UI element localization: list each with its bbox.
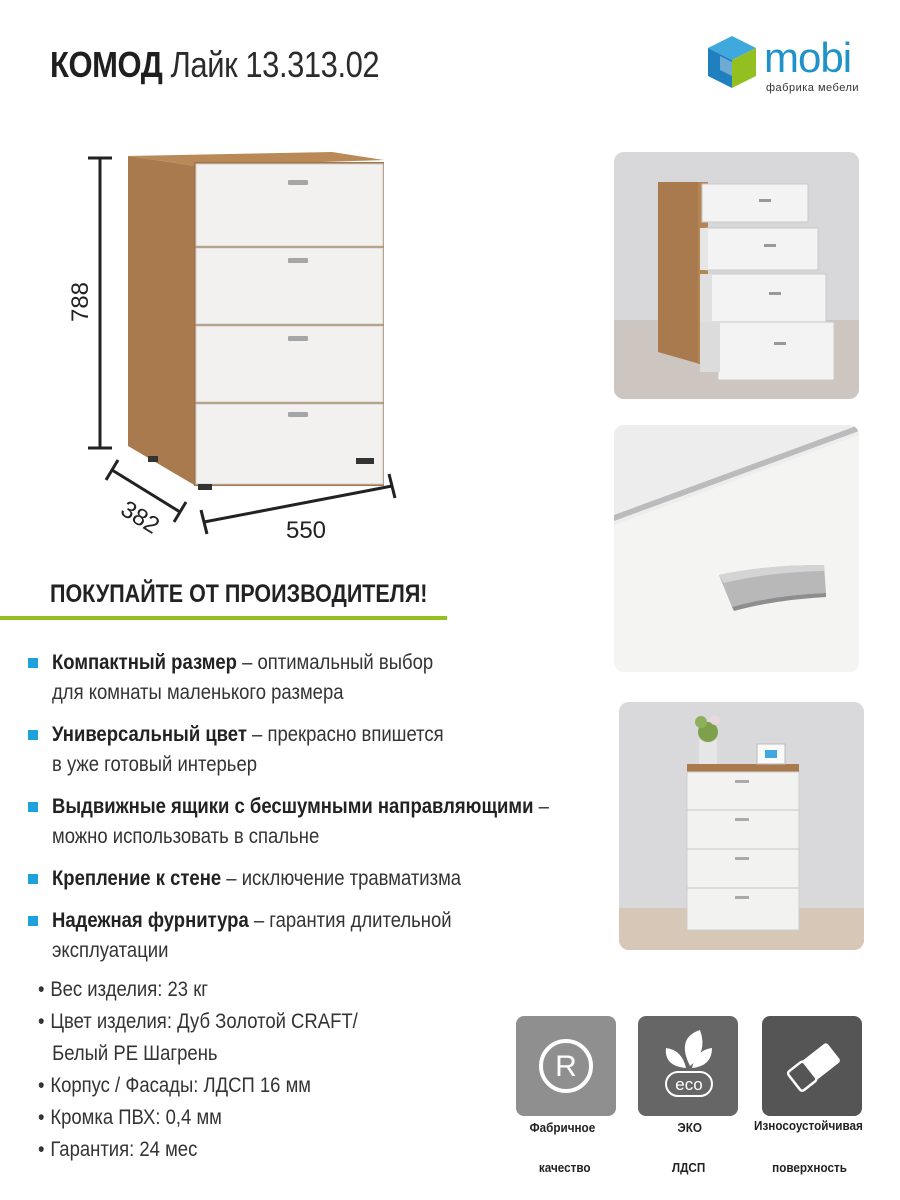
badge-caption: ЭКО: [677, 1120, 702, 1135]
logo-subtitle: фабрика мебели: [766, 82, 860, 94]
brand-logo: [700, 30, 870, 100]
feature-line2: для комнаты маленького размера: [52, 681, 344, 704]
feature-line2: можно использовать в спальне: [52, 825, 320, 848]
feature-bold: Компактный размер: [52, 651, 237, 674]
feature-text: – гарантия длительной: [248, 909, 452, 932]
badge-caption: Фабричное: [529, 1120, 596, 1135]
feature-line2: в уже готовый интерьер: [52, 753, 257, 776]
drawer-handle: [288, 336, 308, 341]
registered-icon: [516, 1016, 616, 1116]
spec-weight: • Вес изделия: 23 кг: [38, 978, 209, 1001]
bullet-square-icon: [28, 658, 38, 668]
badge-wear-resistant: [762, 1016, 862, 1116]
dresser-side-panel: [128, 156, 196, 486]
svg-text:eco: eco: [675, 1075, 703, 1094]
bullet-square-icon: [28, 802, 38, 812]
photo-styled-dresser: [619, 702, 864, 950]
eraser-icon: [762, 1016, 862, 1116]
feature-text: – прекрасно впишется: [246, 723, 444, 746]
badge-caption: поверхность: [772, 1160, 847, 1175]
title-product-type: КОМОД: [50, 44, 163, 85]
feature-item: [28, 648, 608, 708]
photo-handle-closeup: [614, 425, 859, 672]
bullet-square-icon: [28, 874, 38, 884]
depth-label: 382: [115, 495, 165, 540]
dresser-dimension-diagram: [50, 140, 430, 560]
feature-list: [28, 648, 608, 978]
feature-text: – исключение травматизма: [221, 867, 462, 890]
feature-bold: Выдвижные ящики с бесшумными направляющими: [52, 795, 534, 818]
feature-text: –: [533, 795, 549, 818]
cube-logo-icon: [700, 30, 764, 94]
eco-leaves-icon: [638, 1016, 738, 1116]
drawer-handle: [288, 258, 308, 263]
spec-list: [38, 974, 478, 1166]
feature-bold: Универсальный цвет: [52, 723, 247, 746]
feature-item: [28, 906, 608, 966]
spec-edge: • Кромка ПВХ: 0,4 мм: [38, 1106, 222, 1129]
spec-body: • Корпус / Фасады: ЛДСП 16 мм: [38, 1074, 312, 1097]
feature-bold: Надежная фурнитура: [52, 909, 249, 932]
feature-item: [28, 792, 608, 852]
width-label: 550: [285, 517, 327, 544]
feature-item: [28, 720, 608, 780]
spec-warranty: • Гарантия: 24 мес: [38, 1138, 198, 1161]
badge-caption: качество: [538, 1160, 591, 1175]
page-title: [50, 44, 379, 86]
bullet-square-icon: [28, 730, 38, 740]
logo-wordmark: mobi: [764, 34, 852, 81]
spec-color: • Цвет изделия: Дуб Золотой CRAFT/: [38, 1010, 358, 1033]
svg-text:R: R: [555, 1050, 577, 1083]
height-label: 788: [67, 281, 94, 323]
slogan-underline: [0, 616, 447, 620]
photo-open-drawers: [614, 152, 859, 399]
badge-caption: Износоустойчивая: [754, 1118, 863, 1133]
title-model: Лайк 13.313.02: [170, 44, 380, 85]
feature-line2: эксплуатации: [52, 939, 169, 962]
badge-factory-quality: [516, 1016, 616, 1116]
badge-eco: [638, 1016, 738, 1116]
badge-caption: ЛДСП: [671, 1160, 706, 1175]
slogan: ПОКУПАЙТЕ ОТ ПРОИЗВОДИТЕЛЯ!: [50, 580, 428, 608]
bullet-square-icon: [28, 916, 38, 926]
spec-color-cont: Белый PE Шагрень: [52, 1042, 218, 1065]
feature-text: – оптимальный выбор: [236, 651, 434, 674]
drawer-1: [196, 164, 383, 246]
feature-item: [28, 864, 608, 894]
drawer-handle: [288, 412, 308, 417]
drawer-handle: [288, 180, 308, 185]
feature-bold: Крепление к стене: [52, 867, 222, 890]
